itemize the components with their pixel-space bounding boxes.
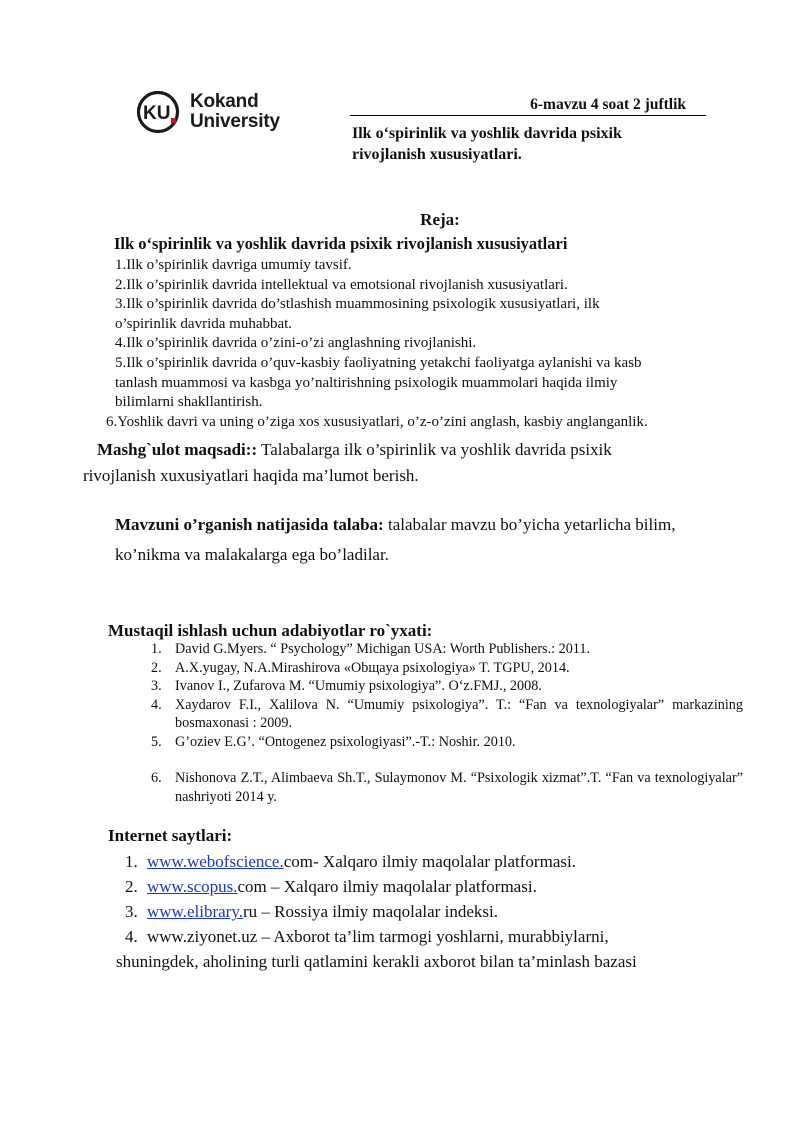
elibrary-link[interactable]: www.elibrary. [147, 902, 243, 921]
item-text: Ivanov I., Zufarova M. “Umumiy psixologiya”. O‘z.FMJ., 2008. [175, 678, 542, 694]
plan-line: 3.Ilk o’spirinlik davrida do’stlashish muammosining psixologik xususiyatlari, ilk [115, 296, 600, 313]
university-logo [136, 88, 306, 138]
item-number: 3. [125, 902, 138, 921]
item-number: 5. [151, 733, 162, 750]
item-number: 3. [151, 678, 162, 694]
internet-list [116, 849, 746, 974]
plan-list [106, 256, 755, 432]
topic-title [352, 123, 712, 165]
plan-line: 1.Ilk o’spirinlik davriga umumiy tavsif. [115, 257, 352, 273]
goal-text-line-2: rivojlanish xuxusiyatlari haqida ma’lumot berish. [83, 466, 419, 485]
literature-item [151, 659, 743, 678]
scopus-link[interactable]: www.scopus. [147, 877, 238, 896]
item-number: 1. [125, 852, 138, 871]
svg-text:KU: KU [143, 103, 171, 124]
logo-wordmark [190, 92, 280, 132]
item-number: 2. [125, 877, 138, 896]
item-number: 4. [125, 927, 138, 946]
plan-line: 5.Ilk o’spirinlik davrida o’quv-kasbiy faoliyatning yetakchi faoliyatga aylanishi va kasb [115, 354, 642, 371]
ku-logo-icon [136, 90, 180, 134]
literature-list [151, 640, 743, 806]
plan-line: o’spirinlik davrida muhabbat. [115, 315, 293, 332]
item-text: Nishonova Z.T., Alimbaeva Sh.T., Sulaymonov M. “Psixologik xizmat”.T. “Fan va texnologiyalar” nashriyoti 2014 y. [175, 770, 743, 805]
item-number: 2. [151, 659, 162, 676]
plan-line: bilimlarni shakllantirish. [115, 394, 263, 411]
item-text: Xaydarov F.I., Xalilova N. “Umumiy psixologiya”. T.: “Fan va texnologiyalar” markazining bosmaxonasi : 2009. [175, 696, 743, 731]
plan-heading: Ilk o‘spirinlik va yoshlik davrida psixik rivojlanish xususiyatlari [114, 234, 568, 253]
lesson-goal [83, 437, 757, 489]
literature-item [151, 769, 743, 806]
plan-line: 6.Yoshlik davri va uning o’ziga xos xususiyatlari, o’z-o’zini anglash, kasbiy anglanganlik. [106, 413, 648, 430]
internet-item [116, 874, 746, 899]
item-text: G’oziev E.G’. “Ontogenez psixologiyasi”.-T.: Noshir. 2010. [175, 733, 516, 750]
item-number: 1. [151, 641, 162, 657]
item-text: com – Xalqaro ilmiy maqolalar platformasi. [237, 877, 537, 896]
item-text: www.ziyonet.uz – Axborot ta’lim tarmogi yoshlarni, murabbiylarni, [147, 927, 609, 946]
goal-label: Mashg`ulot maqsadi: [97, 440, 252, 459]
item-text: A.X.yugay, N.A.Mirashirova «Obщaya psixologiya» T. TGPU, 2014. [175, 659, 570, 676]
literature-item [151, 696, 743, 733]
topic-title-line-2: rivojlanish xususiyatlari. [352, 146, 522, 163]
internet-item-continuation: shuningdek, aholining turli qatlamini kerakli axborot bilan ta’minlash bazasi [116, 952, 637, 971]
literature-heading: Mustaqil ishlash uchun adabiyotlar ro`yxati: [108, 621, 433, 640]
outcome-text: talabalar mavzu bo’yicha yetarlicha bilim, [383, 515, 676, 534]
literature-item [151, 733, 743, 752]
outcome-label: Mavzuni o’rganish natijasida talaba: [115, 515, 384, 534]
internet-heading: Internet saytlari: [108, 826, 233, 845]
item-text: com- Xalqaro ilmiy maqolalar platformasi. [283, 852, 576, 871]
item-text: ru – Rossiya ilmiy maqolalar indeksi. [242, 902, 498, 921]
item-text: David G.Myers. “ Psychology” Michigan USA: Worth Publishers.: 2011. [175, 641, 590, 657]
literature-item [151, 677, 743, 696]
item-number: 4. [151, 696, 162, 713]
goal-label-colon: : [251, 440, 258, 459]
internet-item [116, 924, 746, 949]
internet-item [116, 899, 746, 924]
goal-text: Talabalarga ilk o’spirinlik va yoshlik davrida psixik [257, 440, 612, 459]
outcome-text-line-2: ko’nikma va malakalarga ega bo’ladilar. [115, 545, 389, 564]
internet-item [116, 849, 746, 874]
item-number: 6. [151, 770, 162, 786]
logo-line-2: University [190, 111, 280, 132]
plan-line: tanlash muammosi va kasbga yo’naltirishning psixologik muammolari haqida ilmiy [115, 374, 618, 391]
web-of-science-link[interactable]: www.webofscience. [147, 852, 284, 871]
plan-line: 2.Ilk o’spirinlik davrida intellektual va emotsional rivojlanish xususiyatlari. [115, 276, 568, 293]
logo-line-1: Kokand [190, 91, 259, 112]
plan-label: Reja: [420, 210, 460, 229]
learning-outcome [115, 510, 775, 570]
topic-title-line-1: Ilk o‘spirinlik va yoshlik davrida psixik [352, 125, 622, 142]
literature-item [151, 640, 743, 659]
topic-header: 6-mavzu 4 soat 2 juftlik [350, 96, 706, 116]
plan-line: 4.Ilk o’spirinlik davrida o’zini-o’zi anglashning rivojlanishi. [115, 335, 477, 352]
